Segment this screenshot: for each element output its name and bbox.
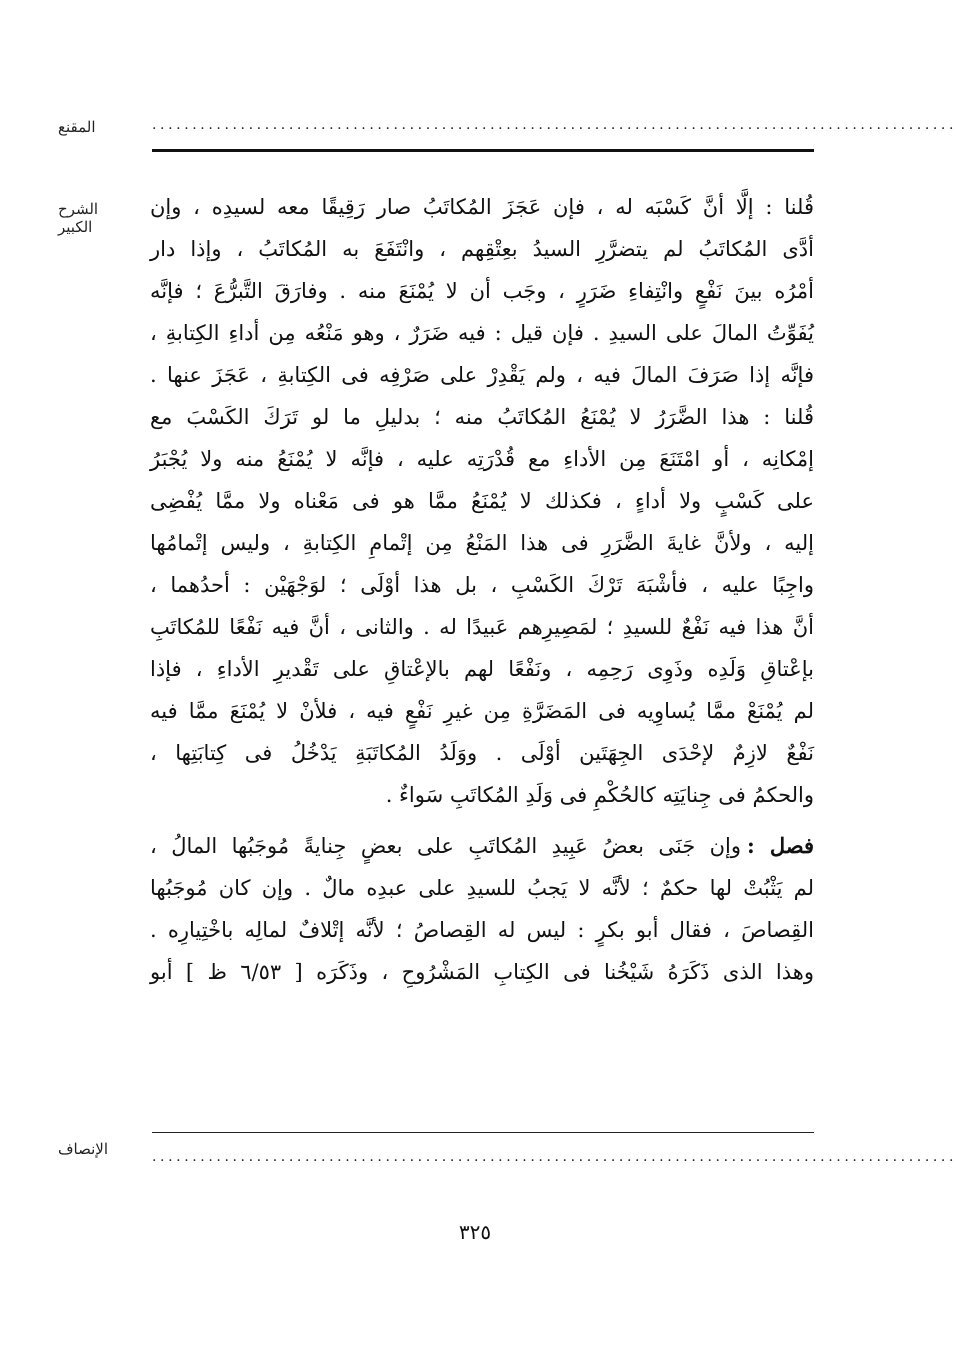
text-line: فإنَّه إذا صَرَفَ المالَ فيه ، ولم يَقْدِرْ على صَرْفِه فى الكِتابةِ ، عَجَزَ عنها . — [150, 363, 814, 387]
text-line: قُلنا : إلَّا أنَّ كَسْبَه له ، فإن عَجَزَ المُكاتَبُ صار رَقِيقًا معه لسيدِه ، وإن — [150, 195, 814, 219]
text-line: نَفْعٌ لازِمٌ لإحْدَى الجِهَتَين أوْلَى . ووَلَدُ المُكاتَبَةِ يَدْخُلُ فى كِتابَتِها ، — [150, 741, 814, 765]
text-line: على كَسْبٍ ولا أداءٍ ، فكذلك لا يُمْنَعُ ممَّا هو فى مَعْناه ولا ممَّا يُفْضِى — [150, 489, 814, 513]
text-line: وإن جَنَى بعضُ عَبِيدِ المُكاتَبِ على بعضٍ جِنايةً مُوجَبُها المالُ ، — [150, 834, 742, 858]
footer-rule — [152, 1132, 814, 1133]
text-line: واجِبًا عليه ، فأشْبَهَ تَرْكَ الكَسْبِ ، بل هذا أوْلَى ؛ لوَجْهَيْن : أحدُهما ، — [150, 573, 814, 597]
text-line: وهذا الذى ذَكَرَهُ شَيْخُنا فى الكِتابِ المَشْرُوحِ ، وذَكَرَه [ ٦/٥٣ ظ ] أبو — [150, 960, 815, 984]
text-line: يُفَوِّتُ المالَ على السيدِ . فإن قيل : فيه ضَرَرٌ ، وهو مَنْعُه مِن أداءِ الكِتابةِ ، — [150, 321, 814, 345]
text-line: إمْكانِه ، أو امْتَنَعَ مِن الأداءِ مع قُدْرَتِه عليه ، فإنَّه لا يُمْنَعُ منه ولا يُجْبَرُ — [150, 447, 814, 471]
header-rule — [152, 149, 814, 152]
text-line: والحكمُ فى جِنايَتِه كالحُكْمِ فى وَلَدِ المُكاتَبِ سَواءٌ . — [385, 783, 814, 807]
footer-dotted-rule: .................................................................................................... — [152, 1149, 957, 1165]
header-label: المقنع — [58, 118, 96, 136]
header-dotted-rule: .................................................................................................... — [152, 117, 957, 133]
section-first-line — [150, 825, 814, 867]
footer-label: الإنصاف — [58, 1140, 109, 1158]
text-line: أمْرُه بينَ نَفْعٍ وانْتِفاءِ ضَرَرٍ ، وجَب أن لا يُمْنَعَ منه . وفارَقَ التَّبرُّعَ ؛ فإنَّه — [150, 279, 814, 303]
page-number: ٣٢٥ — [458, 1220, 492, 1244]
text-line: لم يُمْنَعْ ممَّا يُساوِيه فى المَضَرَّةِ مِن غيرِ نَفْعٍ فيه ، فلأنْ لا يُمْنَعَ ممَّا فيه — [150, 699, 814, 723]
section-title: فصل : — [747, 833, 815, 858]
text-line: لم يَثْبُتْ لها حكمٌ ؛ لأنَّه لا يَجبُ للسيدِ على عبدِه مالٌ . وإن كان مُوجَبُها — [150, 876, 814, 900]
margin-label-sharh: الشرح الكبير — [58, 200, 99, 236]
text-line: أنَّ هذا فيه نَفْعٌ للسيدِ ؛ لمَصِيرِهم عَبيدًا له . والثانى ، أنَّ فيه نَفْعًا للمُكاتَبِ — [150, 615, 814, 639]
text-line: قُلنا : هذا الضَّرَرُ لا يُمْنَعُ المُكاتَبُ منه ؛ بدليلِ ما لو تَرَكَ الكَسْبَ مع — [150, 405, 814, 429]
text-line: القِصاصَ ، فقال أبو بكرٍ : ليس له القِصاصُ ؛ لأنَّه إتْلافٌ لمالِه باخْتِيارِه . — [150, 918, 814, 942]
text-line: بإعْتاقِ وَلَدِه وذَوِى رَحِمِه ، ونَفْعًا لهم بالإعْتاقِ على تَقْديرِ الأداءِ ، فإذا — [150, 657, 814, 681]
text-line: أدَّى المُكاتَبُ لم يتضرَّرِ السيدُ بعِتْقِهم ، وانْتَفَعَ به المُكاتَبُ ، وإذا دار — [150, 237, 814, 261]
main-text — [150, 186, 814, 993]
text-line: إليه ، ولأنَّ غايةَ الضَّرَرِ فى هذا المَنْعُ مِن إتْمامِ الكِتابةِ ، وليس إتْمامُها — [150, 531, 814, 555]
